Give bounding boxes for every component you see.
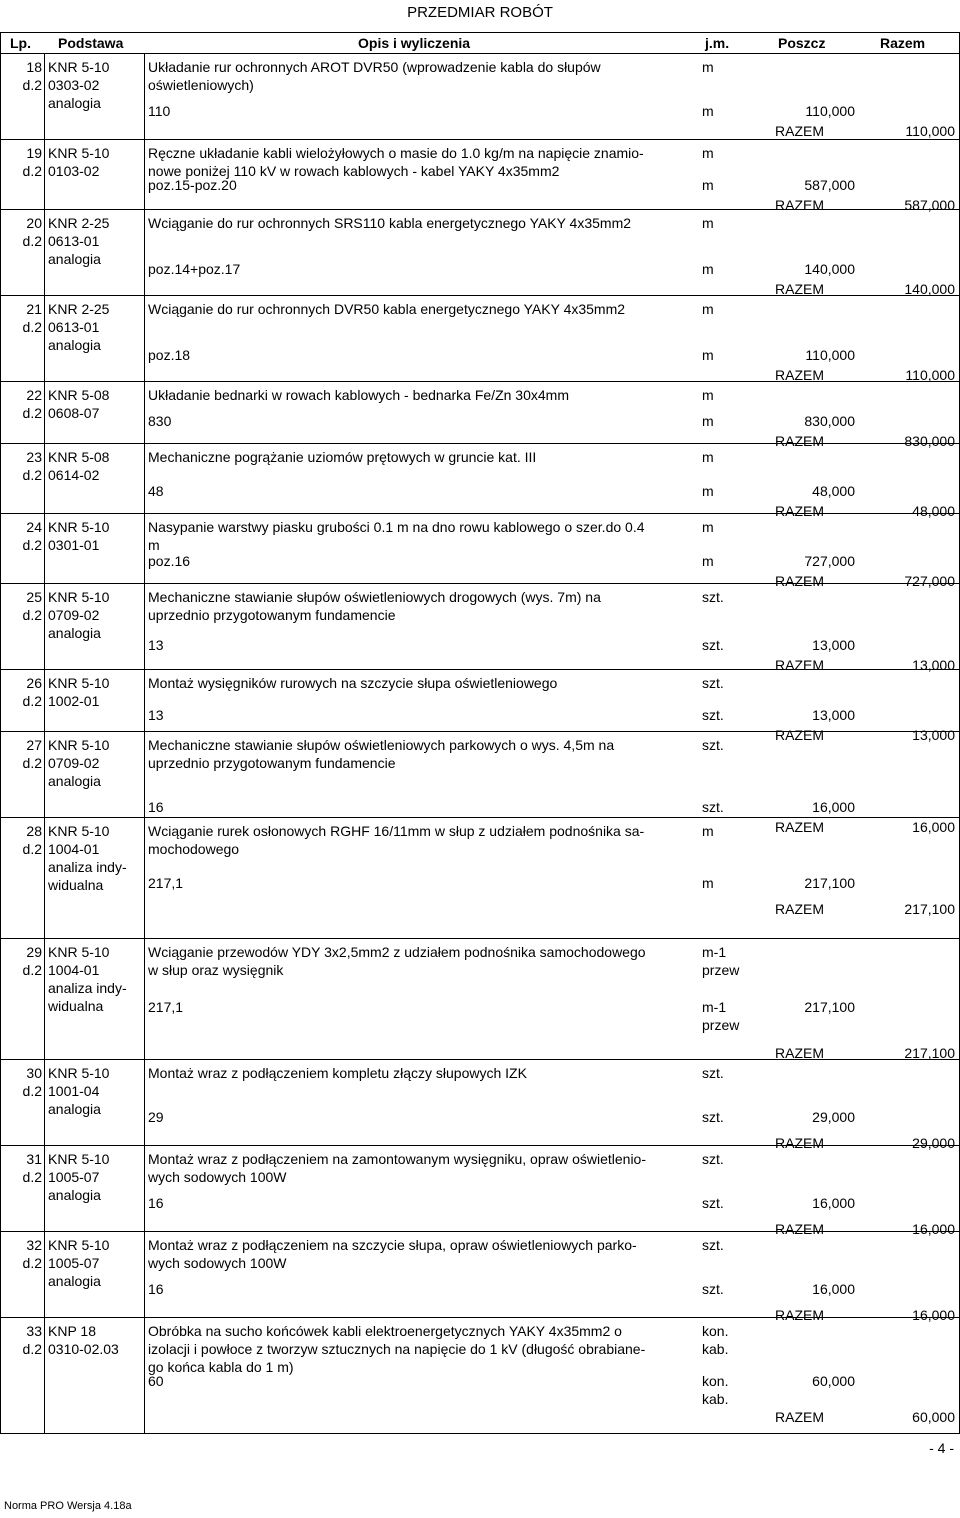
entry-lp: 20 d.2 bbox=[22, 215, 42, 249]
entry-razem-label: RAZEM bbox=[775, 1307, 824, 1323]
entry-calc-unit: kon. kab. bbox=[702, 1373, 729, 1407]
entry-razem-value: 16,000 bbox=[912, 819, 955, 835]
table-row bbox=[0, 296, 960, 382]
entry-quantity: 16,000 bbox=[812, 1195, 855, 1211]
entry-lp: 31 d.2 bbox=[22, 1151, 42, 1185]
entry-razem-value: 217,100 bbox=[904, 1045, 955, 1061]
entry-description: Wciąganie do rur ochronnych DVR50 kabla energetycznego YAKY 4x35mm2 bbox=[148, 301, 626, 317]
entry-basis: KNR 5-10 0709-02 analogia bbox=[48, 737, 110, 789]
entry-basis: KNR 5-10 0709-02 analogia bbox=[48, 589, 110, 641]
entry-basis: KNR 2-25 0613-01 analogia bbox=[48, 215, 110, 267]
entry-razem-value: 727,000 bbox=[904, 573, 955, 589]
table-row bbox=[0, 210, 960, 296]
entry-razem-value: 48,000 bbox=[912, 503, 955, 519]
header-podstawa: Podstawa bbox=[58, 35, 124, 51]
header-opis: Opis i wyliczenia bbox=[358, 35, 471, 51]
entry-unit: m bbox=[702, 59, 714, 75]
entry-lp: 24 d.2 bbox=[22, 519, 42, 553]
entry-unit: szt. bbox=[702, 675, 724, 691]
entry-razem-label: RAZEM bbox=[775, 1045, 824, 1061]
entry-calc-unit: szt. bbox=[702, 799, 724, 815]
entry-lp: 25 d.2 bbox=[22, 589, 42, 623]
entry-description: Wciąganie rurek osłonowych RGHF 16/11mm w słup z udziałem podnośnika sa- mochodowego bbox=[148, 823, 645, 857]
entry-razem-label: RAZEM bbox=[775, 503, 824, 519]
entry-quantity: 587,000 bbox=[804, 177, 855, 193]
entry-razem-value: 60,000 bbox=[912, 1409, 955, 1425]
entry-calculation: 217,1 bbox=[148, 999, 184, 1015]
entry-razem-label: RAZEM bbox=[775, 367, 824, 383]
entry-calc-unit: m bbox=[702, 875, 714, 891]
entry-basis: KNR 5-10 1001-04 analogia bbox=[48, 1065, 110, 1117]
entry-calculation: 13 bbox=[148, 637, 164, 653]
entry-calculation: 48 bbox=[148, 483, 164, 499]
entry-razem-label: RAZEM bbox=[775, 901, 824, 917]
entry-description: Montaż wraz z podłączeniem na zamontowanym wysięgniku, opraw oświetlenio- wych sodowych 100W bbox=[148, 1151, 647, 1185]
entry-lp: 29 d.2 bbox=[22, 944, 42, 978]
entry-description: Ręczne układanie kabli wielożyłowych o masie do 1.0 kg/m na napięcie znamio- nowe poniżej 110 kV w rowach kablowych - kabel YAKY 4x35mm2 bbox=[148, 145, 644, 179]
entry-quantity: 60,000 bbox=[812, 1373, 855, 1389]
entry-razem-label: RAZEM bbox=[775, 1409, 824, 1425]
entry-calc-unit: m bbox=[702, 413, 714, 429]
entry-calculation: 217,1 bbox=[148, 875, 184, 891]
table-row bbox=[0, 818, 960, 939]
entry-calc-unit: m bbox=[702, 103, 714, 119]
entry-unit: m bbox=[702, 215, 714, 231]
page-title: PRZEDMIAR ROBÓT bbox=[407, 4, 553, 21]
entry-calculation: poz.15-poz.20 bbox=[148, 177, 237, 193]
entry-razem-label: RAZEM bbox=[775, 573, 824, 589]
entry-lp: 33 d.2 bbox=[22, 1323, 42, 1357]
entry-razem-label: RAZEM bbox=[775, 819, 824, 835]
entry-calculation: 60 bbox=[148, 1373, 164, 1389]
entry-unit: szt. bbox=[702, 589, 724, 605]
table-row bbox=[0, 140, 960, 213]
table-row bbox=[0, 1060, 960, 1151]
entry-razem-label: RAZEM bbox=[775, 1221, 824, 1237]
page-number: - 4 - bbox=[929, 1440, 954, 1456]
entry-calc-unit: szt. bbox=[702, 1281, 724, 1297]
header-poszcz: Poszcz bbox=[778, 35, 826, 51]
entry-razem-value: 29,000 bbox=[912, 1135, 955, 1151]
entry-razem-label: RAZEM bbox=[775, 727, 824, 743]
entry-lp: 22 d.2 bbox=[22, 387, 42, 421]
entry-razem-label: RAZEM bbox=[775, 657, 824, 673]
table-row bbox=[0, 54, 960, 140]
entry-quantity: 16,000 bbox=[812, 1281, 855, 1297]
entry-razem-value: 110,000 bbox=[905, 367, 955, 383]
entry-quantity: 140,000 bbox=[804, 261, 855, 277]
entry-razem-value: 13,000 bbox=[912, 657, 955, 673]
entry-calc-unit: m bbox=[702, 483, 714, 499]
entry-basis: KNR 5-10 1002-01 bbox=[48, 675, 110, 709]
entry-calculation: 16 bbox=[148, 1281, 164, 1297]
entry-calculation: poz.14+poz.17 bbox=[148, 261, 241, 277]
entry-basis: KNR 5-10 1004-01 analiza indy- widualna bbox=[48, 944, 127, 1014]
entry-unit: kon. kab. bbox=[702, 1323, 729, 1357]
entry-unit: m bbox=[702, 387, 714, 403]
header-jm: j.m. bbox=[705, 35, 730, 51]
table-row bbox=[0, 1232, 960, 1323]
entry-lp: 19 d.2 bbox=[22, 145, 42, 179]
entry-basis: KNP 18 0310-02.03 bbox=[48, 1323, 119, 1357]
entry-description: Nasypanie warstwy piasku grubości 0.1 m na dno rowu kablowego o szer.do 0.4 m bbox=[148, 519, 645, 553]
entry-razem-value: 110,000 bbox=[905, 123, 955, 139]
entry-calculation: poz.16 bbox=[148, 553, 191, 569]
entry-unit: m bbox=[702, 449, 714, 465]
entry-basis: KNR 2-25 0613-01 analogia bbox=[48, 301, 110, 353]
entry-quantity: 48,000 bbox=[812, 483, 855, 499]
entry-calculation: 29 bbox=[148, 1109, 164, 1125]
table-row bbox=[0, 732, 960, 835]
entry-quantity: 29,000 bbox=[812, 1109, 855, 1125]
entry-quantity: 727,000 bbox=[804, 553, 855, 569]
entry-razem-value: 16,000 bbox=[912, 1307, 955, 1323]
entry-description: Montaż wraz z podłączeniem kompletu złączy słupowych IZK bbox=[148, 1065, 527, 1081]
entry-razem-value: 16,000 bbox=[912, 1221, 955, 1237]
entry-quantity: 110,000 bbox=[805, 347, 855, 363]
entry-razem-label: RAZEM bbox=[775, 433, 824, 449]
entry-calc-unit: szt. bbox=[702, 1195, 724, 1211]
entry-razem-value: 830,000 bbox=[904, 433, 955, 449]
entry-quantity: 16,000 bbox=[812, 799, 855, 815]
entry-calc-unit: m bbox=[702, 177, 714, 193]
table-row bbox=[0, 584, 960, 673]
entry-basis: KNR 5-10 0103-02 bbox=[48, 145, 110, 179]
entry-quantity: 217,100 bbox=[804, 875, 855, 891]
entry-quantity: 830,000 bbox=[804, 413, 855, 429]
entry-razem-label: RAZEM bbox=[775, 197, 824, 213]
entry-unit: szt. bbox=[702, 1065, 724, 1081]
entry-quantity: 217,100 bbox=[804, 999, 855, 1015]
entry-quantity: 13,000 bbox=[812, 637, 855, 653]
entry-razem-label: RAZEM bbox=[775, 123, 824, 139]
entry-description: Wciąganie do rur ochronnych SRS110 kabla energetycznego YAKY 4x35mm2 bbox=[148, 215, 632, 231]
entry-calculation: 830 bbox=[148, 413, 172, 429]
entry-unit: szt. bbox=[702, 1237, 724, 1253]
entry-calc-unit: szt. bbox=[702, 1109, 724, 1125]
entry-basis: KNR 5-10 0301-01 bbox=[48, 519, 110, 553]
entry-lp: 21 d.2 bbox=[22, 301, 42, 335]
entry-quantity: 13,000 bbox=[812, 707, 855, 723]
entry-quantity: 110,000 bbox=[805, 103, 855, 119]
entry-basis: KNR 5-08 0608-07 bbox=[48, 387, 110, 421]
entry-description: Montaż wraz z podłączeniem na szczycie słupa, opraw oświetleniowych parko- wych sodowych 100W bbox=[148, 1237, 637, 1271]
table-row bbox=[0, 382, 960, 449]
entry-razem-label: RAZEM bbox=[775, 281, 824, 297]
entry-calculation: 13 bbox=[148, 707, 164, 723]
entry-description: Wciąganie przewodów YDY 3x2,5mm2 z udziałem podnośnika samochodowego w słup oraz wysięgnik bbox=[148, 944, 646, 978]
entry-razem-value: 13,000 bbox=[912, 727, 955, 743]
header-lp: Lp. bbox=[10, 35, 31, 51]
entry-razem-value: 587,000 bbox=[904, 197, 955, 213]
footer-software-version: Norma PRO Wersja 4.18a bbox=[4, 1500, 132, 1512]
entry-unit: m bbox=[702, 301, 714, 317]
table-row bbox=[0, 1318, 960, 1434]
entry-calculation: 16 bbox=[148, 799, 164, 815]
entry-lp: 32 d.2 bbox=[22, 1237, 42, 1271]
table-row bbox=[0, 514, 960, 589]
entry-calculation: poz.18 bbox=[148, 347, 191, 363]
entry-description: Układanie bednarki w rowach kablowych - bednarka Fe/Zn 30x4mm bbox=[148, 387, 569, 403]
header-razem: Razem bbox=[880, 35, 926, 51]
entry-razem-label: RAZEM bbox=[775, 1135, 824, 1151]
entry-description: Mechaniczne pogrążanie uziomów prętowych w gruncie kat. III bbox=[148, 449, 537, 465]
entry-basis: KNR 5-10 1005-07 analogia bbox=[48, 1237, 110, 1289]
entry-unit: m bbox=[702, 519, 714, 535]
entry-calc-unit: m bbox=[702, 347, 714, 363]
entry-lp: 18 d.2 bbox=[22, 59, 42, 93]
table-row bbox=[0, 939, 960, 1060]
table-row bbox=[0, 444, 960, 519]
entry-unit: m bbox=[702, 823, 714, 839]
entry-description: Mechaniczne stawianie słupów oświetleniowych drogowych (wys. 7m) na uprzednio przygotowanym fundamencie bbox=[148, 589, 601, 623]
entry-calc-unit: m-1 przew bbox=[702, 999, 740, 1033]
entry-lp: 26 d.2 bbox=[22, 675, 42, 709]
entry-unit: szt. bbox=[702, 737, 724, 753]
entry-calculation: 16 bbox=[148, 1195, 164, 1211]
table-header bbox=[0, 33, 960, 53]
entry-lp: 28 d.2 bbox=[22, 823, 42, 857]
entry-calc-unit: szt. bbox=[702, 637, 724, 653]
entry-lp: 27 d.2 bbox=[22, 737, 42, 771]
entry-basis: KNR 5-08 0614-02 bbox=[48, 449, 110, 483]
entry-basis: KNR 5-10 1004-01 analiza indy- widualna bbox=[48, 823, 127, 893]
table-row bbox=[0, 670, 960, 743]
entry-description: Obróbka na sucho końcówek kabli elektroenergetycznych YAKY 4x35mm2 o izolacji i powłoce z tworzyw sztucznych na napięcie do 1 kV (długość obrabiane- go końca kabla do 1 m) bbox=[148, 1323, 646, 1375]
entry-calc-unit: szt. bbox=[702, 707, 724, 723]
table-row bbox=[0, 1146, 960, 1237]
entry-unit: m bbox=[702, 145, 714, 161]
entry-basis: KNR 5-10 1005-07 analogia bbox=[48, 1151, 110, 1203]
entry-description: Montaż wysięgników rurowych na szczycie słupa oświetleniowego bbox=[148, 675, 558, 691]
entry-lp: 30 d.2 bbox=[22, 1065, 42, 1099]
entry-description: Układanie rur ochronnych AROT DVR50 (wprowadzenie kabla do słupów oświetleniowych) bbox=[148, 59, 601, 93]
entry-calculation: 110 bbox=[148, 103, 171, 119]
entry-calc-unit: m bbox=[702, 261, 714, 277]
entry-description: Mechaniczne stawianie słupów oświetleniowych parkowych o wys. 4,5m na uprzednio przygotowanym fundamencie bbox=[148, 737, 615, 771]
entry-unit: szt. bbox=[702, 1151, 724, 1167]
entries-table bbox=[0, 54, 960, 1434]
entry-lp: 23 d.2 bbox=[22, 449, 42, 483]
entry-razem-value: 217,100 bbox=[904, 901, 955, 917]
entry-razem-value: 140,000 bbox=[904, 281, 955, 297]
entry-basis: KNR 5-10 0303-02 analogia bbox=[48, 59, 110, 111]
entry-unit: m-1 przew bbox=[702, 944, 740, 978]
entry-calc-unit: m bbox=[702, 553, 714, 569]
